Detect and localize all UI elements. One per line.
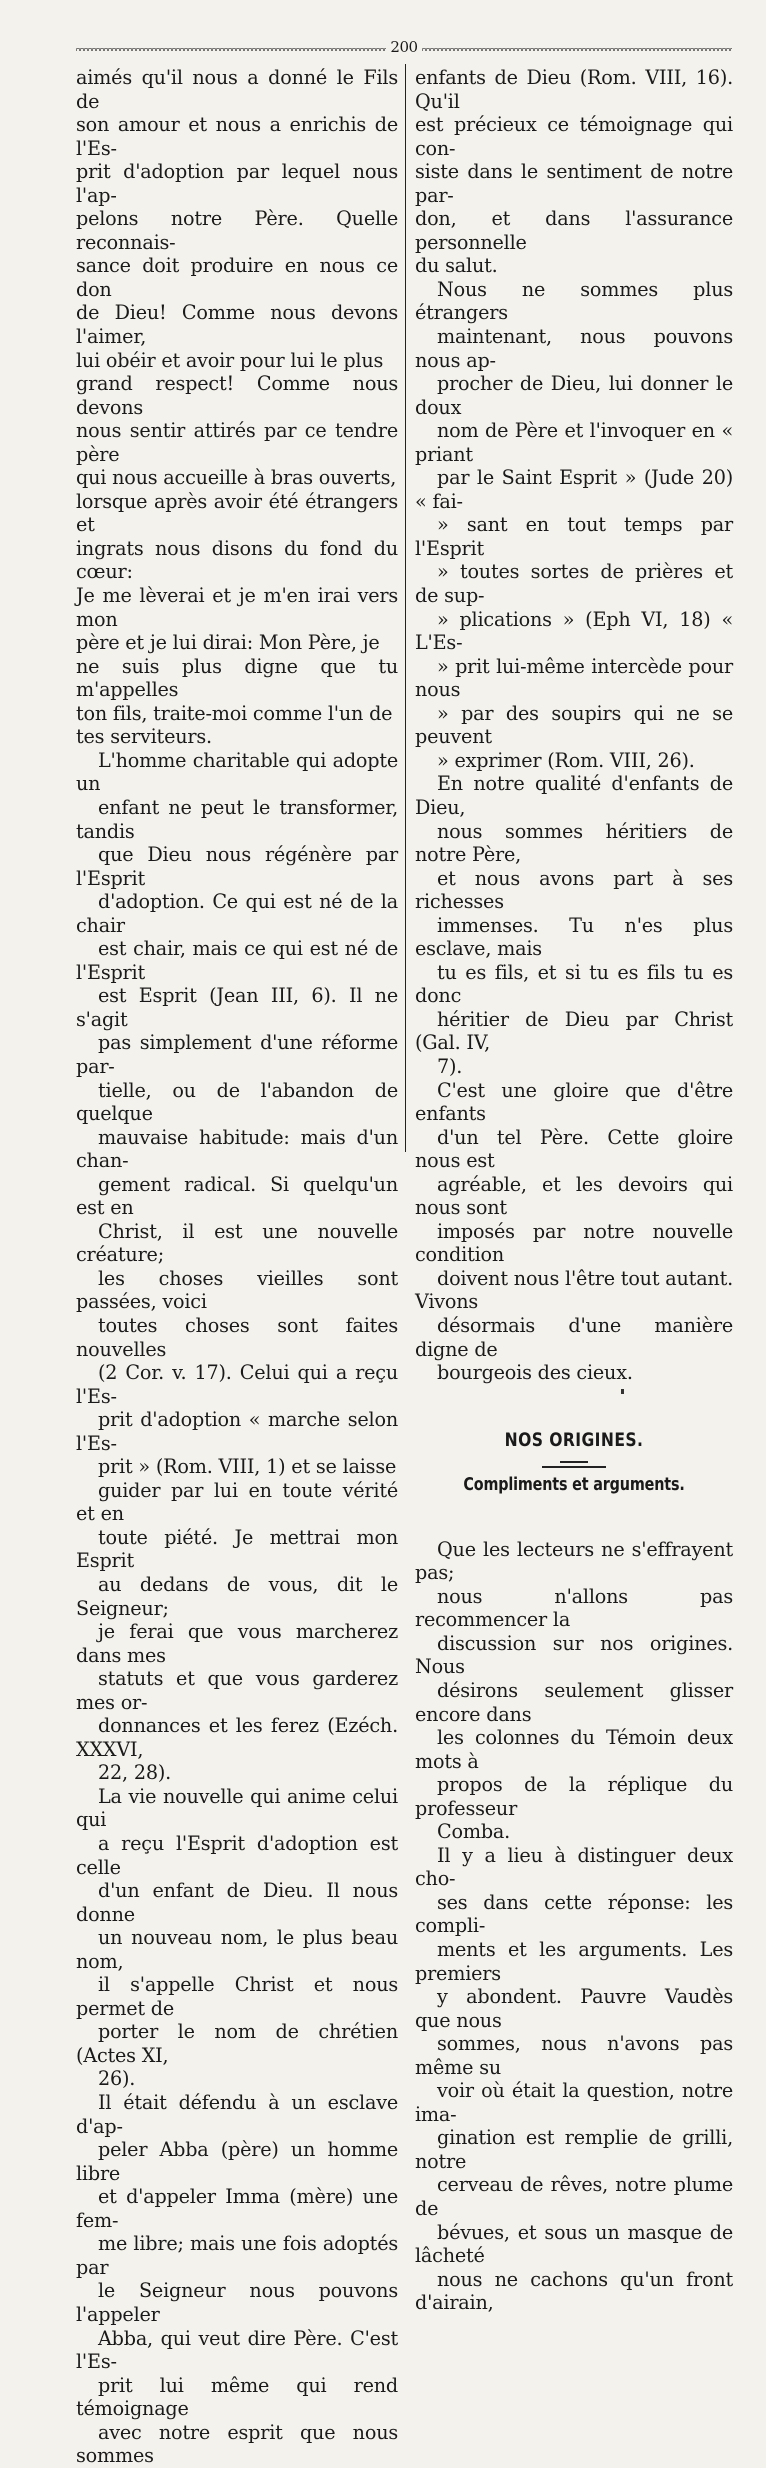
text-line: avec notre esprit que nous sommes [76,2420,398,2468]
text-line: tu es fils, et si tu es fils tu es donc [415,960,733,1008]
text-line: sommes, nous n'avons pas même su [415,2032,733,2079]
header-ornament-right [422,46,732,51]
text-line: prit d'adoption par lequel nous l'ap- [76,160,398,207]
text-line: toute piété. Je mettrai mon Esprit [76,1525,398,1573]
text-line: peler Abba (père) un homme libre [76,2138,398,2185]
text-line: au dedans de vous, dit le Seigneur; [76,1573,398,1620]
paragraph [76,2091,398,2468]
printer-mark [415,1385,733,1399]
title-ornament [542,1460,606,1470]
text-line: gement radical. Si quelqu'un est en [76,1172,398,1220]
header-ornament-left [76,46,386,51]
text-line: qui nous accueille à bras ouverts, [76,466,397,490]
text-line: et nous avons part à ses richesses [415,866,733,914]
paragraph [415,772,733,1078]
text-line: propos de la réplique du professeur [415,1773,733,1820]
text-line: prit lui même qui rend témoignage [76,2373,398,2421]
text-line: gination est remplie de grilli, notre [415,2126,733,2173]
text-line: les choses vieilles sont passées, voici [76,1266,398,1314]
text-line: statuts et que vous garderez mes or- [76,1667,398,1714]
text-line: » toutes sortes de prières et de sup- [415,560,733,608]
text-line: » exprimer (Rom. VIII, 26). [437,748,695,772]
text-line: En notre qualité d'enfants de Dieu, [415,772,733,819]
text-line: » prit lui-même intercède pour nous [415,654,733,702]
text-line: le Seigneur nous pouvons l'appeler [76,2279,398,2326]
text-line: don, et dans l'assurance personnelle [415,207,733,254]
text-line: porter le nom de chrétien (Actes XI, [76,2020,398,2067]
text-line: guider par lui en toute vérité et en [76,1478,398,1526]
text-line: tes serviteurs. [76,725,212,749]
text-line: 7). [437,1054,463,1078]
text-line: immenses. Tu n'es plus esclave, mais [415,913,733,961]
text-line: Christ, il est une nouvelle créature; [76,1219,398,1267]
text-line: son amour et nous a enrichis de l'Es- [76,113,398,160]
paragraph [76,749,398,1785]
text-line: bévues, et sous un masque de lâcheté [415,2220,733,2268]
text-line: nous ne cachons qu'un front d'airain, [415,2267,733,2315]
text-line: 22, 28). [98,1761,172,1785]
text-line: de Dieu! Comme nous devons l'aimer, [76,301,398,349]
paragraph [415,66,733,278]
text-line: lui obéir et avoir pour lui le plus [76,348,384,372]
text-line: ingrats nous disons du fond du cœur: [76,536,398,584]
text-line: et d'appeler Imma (mère) une fem- [76,2185,398,2232]
text-line: La vie nouvelle qui anime celui qui [76,1784,398,1832]
text-line: a reçu l'Esprit d'adoption est celle [76,1832,398,1879]
text-line: (2 Cor. v. 17). Celui qui a reçu l'Es- [76,1361,398,1408]
text-line: désirons seulement glisser encore dans [415,1679,733,1726]
text-line: voir où était la question, notre ima- [415,2079,733,2126]
text-line: L'homme charitable qui adopte un [76,748,398,796]
text-line: imposés par notre nouvelle condition [415,1219,733,1267]
page-header [76,38,732,58]
text-line: » plications » (Eph VI, 18) « L'Es- [415,607,733,655]
text-line: par le Saint Esprit » (Jude 20) « fai- [415,466,733,513]
text-line: sance doit produire en nous ce don [76,254,398,301]
text-line: ton fils, traite-moi comme l'un de [76,701,393,725]
text-line: lorsque après avoir été étrangers et [76,489,398,537]
text-line: est chair, mais ce qui est né de l'Esprit [76,937,398,984]
text-line: tielle, ou de l'abandon de quelque [76,1078,398,1126]
text-line: agréable, et les devoirs qui nous sont [415,1172,733,1220]
text-line: il s'appelle Christ et nous permet de [76,1973,398,2020]
text-line: pelons notre Père. Quelle reconnais- [76,207,398,254]
text-line: procher de Dieu, lui donner le doux [415,372,733,419]
text-line: » sant en tout temps par l'Esprit [415,513,733,560]
text-line: aimés qu'il nous a donné le Fils de [76,66,398,113]
text-line: enfants de Dieu (Rom. VIII, 16). Qu'il [415,66,733,113]
text-line: désormais d'une manière digne de [415,1313,733,1361]
paragraph [415,1844,733,2315]
text-line: d'adoption. Ce qui est né de la chair [76,890,398,937]
text-line: me libre; mais une fois adoptés par [76,2232,398,2279]
text-line: siste dans le sentiment de notre par- [415,160,733,207]
text-line: bourgeois des cieux. [437,1361,633,1385]
text-line: grand respect! Comme nous devons [76,372,398,419]
section-title: NOS ORIGINES. [504,1428,644,1451]
text-line: nous n'allons pas recommencer la [415,1584,733,1632]
text-line: du salut. [415,254,498,278]
text-line: un nouveau nom, le plus beau nom, [76,1926,398,1973]
text-line: » par des soupirs qui ne se peuvent [415,701,733,749]
right-column [415,66,733,2315]
text-line: 26). [98,2067,136,2091]
text-line: prit d'adoption « marche selon l'Es- [76,1408,398,1455]
text-line: les colonnes du Témoin deux mots à [415,1726,733,1773]
text-line: mauvaise habitude: mais d'un chan- [76,1125,398,1173]
text-line: père et je lui dirai: Mon Père, je [76,631,380,655]
text-line: discussion sur nos origines. Nous [415,1631,733,1679]
left-column [76,66,398,2468]
text-line: que Dieu nous régénère par l'Esprit [76,843,398,890]
text-line: donnances et les ferez (Ezéch. XXXVI, [76,1714,398,1761]
text-line: doivent nous l'être tout autant. Vivons [415,1266,733,1314]
text-line: nom de Père et l'invoquer en « priant [415,419,733,466]
section-subtitle: Compliments et arguments. [463,1475,685,1496]
text-line: Comba. [437,1820,511,1844]
text-line: ses dans cette réponse: les compli- [415,1890,733,1938]
text-line: Il était défendu à un esclave d'ap- [76,2091,398,2138]
paragraph [415,278,733,772]
text-line: héritier de Dieu par Christ (Gal. IV, [415,1007,733,1055]
text-line: d'un tel Père. Cette gloire nous est [415,1125,733,1173]
text-line: est précieux ce témoignage qui con- [415,113,733,160]
text-line: C'est une gloire que d'être enfants [415,1078,733,1126]
text-line: cerveau de rêves, notre plume de [415,2173,733,2221]
text-line: maintenant, nous pouvons nous ap- [415,325,733,372]
text-line: Je me lèverai et je m'en irai vers mon [76,584,398,631]
text-line: ne suis plus digne que tu m'appelles [76,654,398,702]
paragraph [76,66,398,749]
column-divider [405,64,406,1152]
text-line: pas simplement d'une réforme par- [76,1031,398,1078]
text-line: nous sentir attirés par ce tendre père [76,419,398,466]
text-line: y abondent. Pauvre Vaudès que nous [415,1985,733,2032]
paragraph [76,1785,398,2091]
text-line: Abba, qui veut dire Père. C'est l'Es- [76,2326,398,2374]
text-line: toutes choses sont faites nouvelles [76,1313,398,1361]
text-line: prit » (Rom. VIII, 1) et se laisse [98,1455,397,1479]
text-line: d'un enfant de Dieu. Il nous donne [76,1879,398,1926]
paragraph [415,1079,733,1385]
text-line: nous sommes héritiers de notre Père, [415,819,733,867]
text-line: Il y a lieu à distinguer deux cho- [415,1843,733,1891]
text-line: ments et les arguments. Les premiers [415,1938,733,1985]
text-line: est Esprit (Jean III, 6). Il ne s'agit [76,984,398,1031]
text-line: Que les lecteurs ne s'effrayent pas; [415,1537,733,1585]
page-number: 200 [390,38,418,56]
text-line: Nous ne sommes plus étrangers [415,277,733,325]
text-line: je ferai que vous marcherez dans mes [76,1620,398,1667]
paragraph [415,1538,733,1844]
text-line: enfant ne peut le transformer, tandis [76,795,398,843]
